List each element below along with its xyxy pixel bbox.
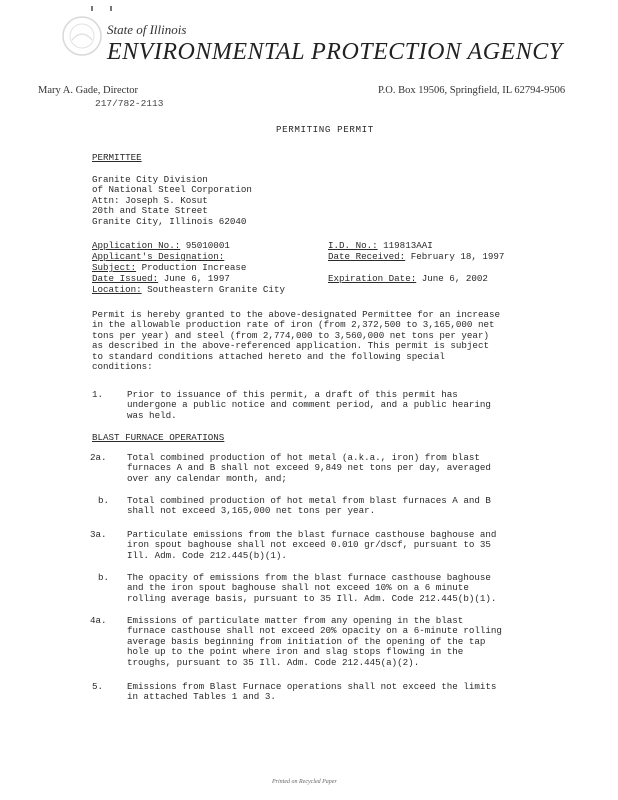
condition-line: over any calendar month, and; <box>127 472 287 484</box>
paragraph-line: tons per year) and steel (from 2,774,000 to 3,560,000 net tons per year) <box>92 329 489 341</box>
id-no-field <box>328 241 433 251</box>
paragraph-line: conditions: <box>92 361 153 373</box>
field-label: Applicant's Designation: <box>92 251 225 262</box>
condition-number: 4a. <box>90 615 107 626</box>
condition-line: Total combined production of hot metal from blast furnaces A and B <box>127 495 491 506</box>
condition-number: b. <box>98 572 110 583</box>
permittee-address-block <box>92 175 252 227</box>
permittee-line: Granite City Division <box>92 174 208 185</box>
condition-number: 3a. <box>90 529 107 540</box>
condition-line: and the iron spout baghouse shall not exceed 10% on a 6 minute <box>127 582 469 594</box>
condition-text <box>127 530 496 561</box>
field-value: 95010001 <box>185 240 230 251</box>
field-value: June 6, 1997 <box>163 273 230 284</box>
permittee-line: of National Steel Corporation <box>92 184 252 196</box>
condition-text <box>127 453 491 484</box>
field-label: Location: <box>92 284 142 295</box>
condition-number: b. <box>98 495 110 506</box>
agency-name: ENVIRONMENTAL PROTECTION AGENCY <box>107 39 563 65</box>
scan-mark <box>110 6 112 11</box>
state-line: State of Illinois <box>107 22 187 37</box>
condition-line: Emissions from Blast Furnace operations shall not exceed the limits <box>127 681 497 692</box>
document-title: PERMITING PERMIT <box>276 124 374 135</box>
field-value: 119813AAI <box>383 240 433 251</box>
paragraph-line: as described in the above-referenced application. This permit is subject <box>92 340 489 352</box>
condition-line: furnaces A and B shall not exceed 9,849 net tons per day, averaged <box>127 462 491 474</box>
condition-line: iron spout baghouse shall not exceed 0.010 gr/dscf, pursuant to 35 <box>127 539 491 551</box>
condition-line: shall not exceed 3,165,000 net tons per year. <box>127 505 376 517</box>
paragraph-line: in the allowable production rate of iron (from 2,372,500 to 3,165,000 net <box>92 319 495 331</box>
field-label: Application No.: <box>92 240 181 251</box>
section-header: BLAST FURNACE OPERATIONS <box>92 432 225 443</box>
permittee-header: PERMITTEE <box>92 152 142 163</box>
state-seal-icon <box>60 14 104 58</box>
condition-text <box>127 496 491 517</box>
application-no-field <box>92 241 230 251</box>
condition-line: average basis beginning from initiation of the opening of the tap <box>127 635 486 647</box>
subject-field <box>92 263 246 273</box>
recycled-paper-footer: Printed on Recycled Paper <box>272 779 337 785</box>
condition-line: The opacity of emissions from the blast furnace casthouse baghouse <box>127 572 491 583</box>
permittee-line: Granite City, Illinois 62040 <box>92 215 247 227</box>
condition-number: 2a. <box>90 452 107 463</box>
field-label: Expiration Date: <box>328 273 417 284</box>
field-value: February 18, 1997 <box>410 251 505 262</box>
condition-text <box>127 682 496 703</box>
permittee-line: Attn: Joseph S. Kosut <box>92 194 208 206</box>
field-label: Date Received: <box>328 251 406 262</box>
paragraph-line: to standard conditions attached hereto and the following special <box>92 350 445 362</box>
applicant-designation-field <box>92 252 224 262</box>
condition-line: hole up to the point where iron and slag stops flowing in the <box>127 646 464 658</box>
condition-line: was held. <box>127 409 177 421</box>
field-label: I.D. No.: <box>328 240 378 251</box>
condition-line: troughs, pursuant to 35 Ill. Adm. Code 212.445(a)(2). <box>127 656 420 668</box>
date-issued-field <box>92 274 230 284</box>
condition-line: undergone a public notice and comment period, and a public hearing <box>127 399 491 411</box>
field-value: Production Increase <box>141 262 247 273</box>
agency-phone: 217/782-2113 <box>95 98 164 109</box>
field-label: Date Issued: <box>92 273 159 284</box>
condition-line: Emissions of particulate matter from any opening in the blast <box>127 615 464 626</box>
date-received-field <box>328 252 504 262</box>
location-field <box>92 285 285 295</box>
condition-text <box>127 616 502 668</box>
condition-line: Prior to issuance of this permit, a draft of this permit has <box>127 389 458 400</box>
intro-paragraph <box>92 310 542 372</box>
field-label: Subject: <box>92 262 137 273</box>
condition-text <box>127 573 496 604</box>
condition-text <box>127 390 491 421</box>
director-name: Mary A. Gade, Director <box>38 85 139 96</box>
scan-mark <box>91 6 93 11</box>
agency-address: P.O. Box 19506, Springfield, IL 62794-9506 <box>378 85 566 96</box>
field-value: Southeastern Granite City <box>147 284 285 295</box>
condition-line: Particulate emissions from the blast furnace casthouse baghouse and <box>127 529 497 540</box>
condition-line: furnace casthouse shall not exceed 20% opacity on a 6-minute rolling <box>127 625 502 637</box>
condition-number: 5. <box>92 681 104 692</box>
condition-line: in attached Tables 1 and 3. <box>127 691 276 703</box>
condition-line: Ill. Adm. Code 212.445(b)(1). <box>127 549 287 561</box>
condition-number: 1. <box>92 389 104 400</box>
expiration-date-field <box>328 274 488 284</box>
condition-line: rolling average basis, pursuant to 35 Ill. Adm. Code 212.445(b)(1). <box>127 592 497 604</box>
paragraph-line: Permit is hereby granted to the above-designated Permittee for an increase <box>92 309 500 320</box>
condition-line: Total combined production of hot metal (a.k.a., iron) from blast <box>127 452 480 463</box>
field-value: June 6, 2002 <box>421 273 488 284</box>
permittee-line: 20th and State Street <box>92 205 208 217</box>
